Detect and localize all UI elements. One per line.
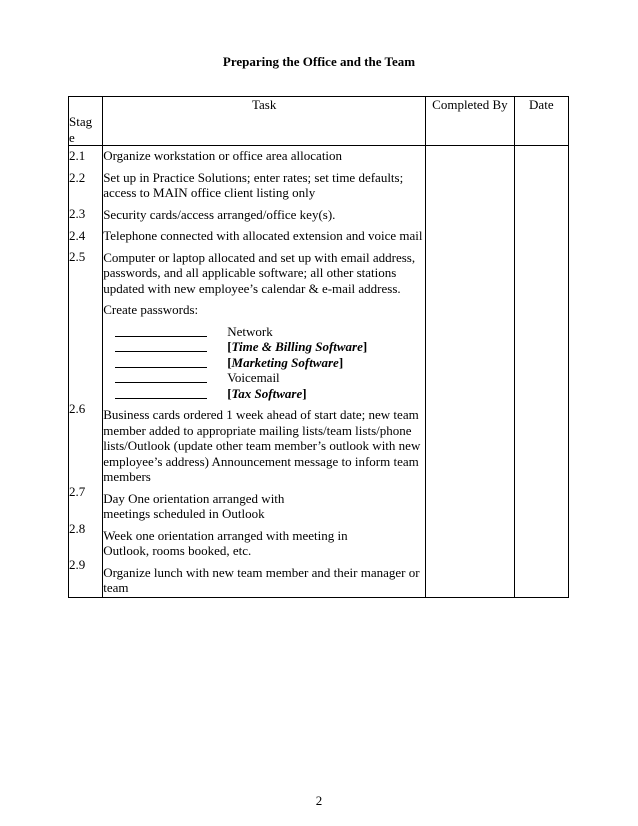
table-header-row: [69, 97, 569, 146]
task-column: [103, 146, 426, 598]
task-item: Day One orientation arranged with meetings scheduled in Outlook: [103, 490, 285, 521]
stage-number: 2.1: [69, 148, 86, 163]
passwords-list: [103, 324, 425, 402]
password-label: [Marketing Software]: [227, 354, 344, 370]
stage-number: 2.6: [69, 400, 86, 416]
task-item: Telephone connected with allocated extension and voice mail: [103, 228, 423, 243]
password-row: [103, 386, 425, 402]
password-row: [103, 339, 425, 355]
task-item: Week one orientation arranged with meeting in Outlook, rooms booked, etc.: [103, 527, 348, 558]
header-stage: Stag e: [69, 97, 103, 146]
password-label: [Tax Software]: [227, 385, 307, 401]
header-task: Task: [103, 97, 426, 146]
stage-number: 2.5: [69, 249, 86, 264]
date-column[interactable]: [514, 146, 568, 598]
stage-number: 2.3: [69, 206, 86, 221]
task-item: Organize lunch with new team member and their manager or team: [103, 564, 420, 595]
password-row: [103, 324, 425, 340]
completed-by-column[interactable]: [426, 146, 515, 598]
stage-number: 2.8: [69, 520, 86, 536]
passwords-heading: Create passwords:: [103, 302, 199, 317]
blank-line: [115, 324, 207, 337]
password-row: [103, 370, 425, 386]
table-body-row: [69, 146, 569, 598]
task-item: Computer or laptop allocated and set up with email address, passwords, and all applicable software; all other stations updated with new employee’s calendar & e-mail address.: [103, 249, 416, 296]
blank-line: [115, 386, 207, 399]
password-row: [103, 355, 425, 371]
blank-line: [115, 355, 207, 368]
checklist-table: [68, 96, 569, 598]
stage-number: 2.9: [69, 557, 86, 572]
blank-line: [115, 339, 207, 352]
page-number: 2: [315, 793, 323, 808]
stage-number: 2.4: [69, 227, 86, 243]
blank-line: [115, 370, 207, 383]
task-item: Organize workstation or office area allocation: [103, 148, 343, 163]
header-date: Date: [514, 97, 568, 146]
password-label: Network: [227, 323, 273, 339]
stage-column: [69, 146, 103, 598]
page-title: Preparing the Office and the Team: [222, 54, 416, 69]
stage-number: 2.7: [69, 484, 86, 499]
task-item: Security cards/access arranged/office key(s).: [103, 206, 336, 222]
password-label: [Time & Billing Software]: [227, 339, 368, 354]
password-label: Voicemail: [227, 370, 280, 385]
header-completed-by: Completed By: [426, 97, 515, 146]
stage-number: 2.2: [69, 169, 86, 185]
task-item: Set up in Practice Solutions; enter rates; set time defaults; access to MAIN office client listing only: [103, 169, 404, 200]
task-item: Business cards ordered 1 week ahead of start date; new team member added to appropriate mailing lists/team lists/phone lists/Outlook (update other team member’s outlook with new employee’s address) Announcement message to inform team members: [103, 407, 421, 484]
